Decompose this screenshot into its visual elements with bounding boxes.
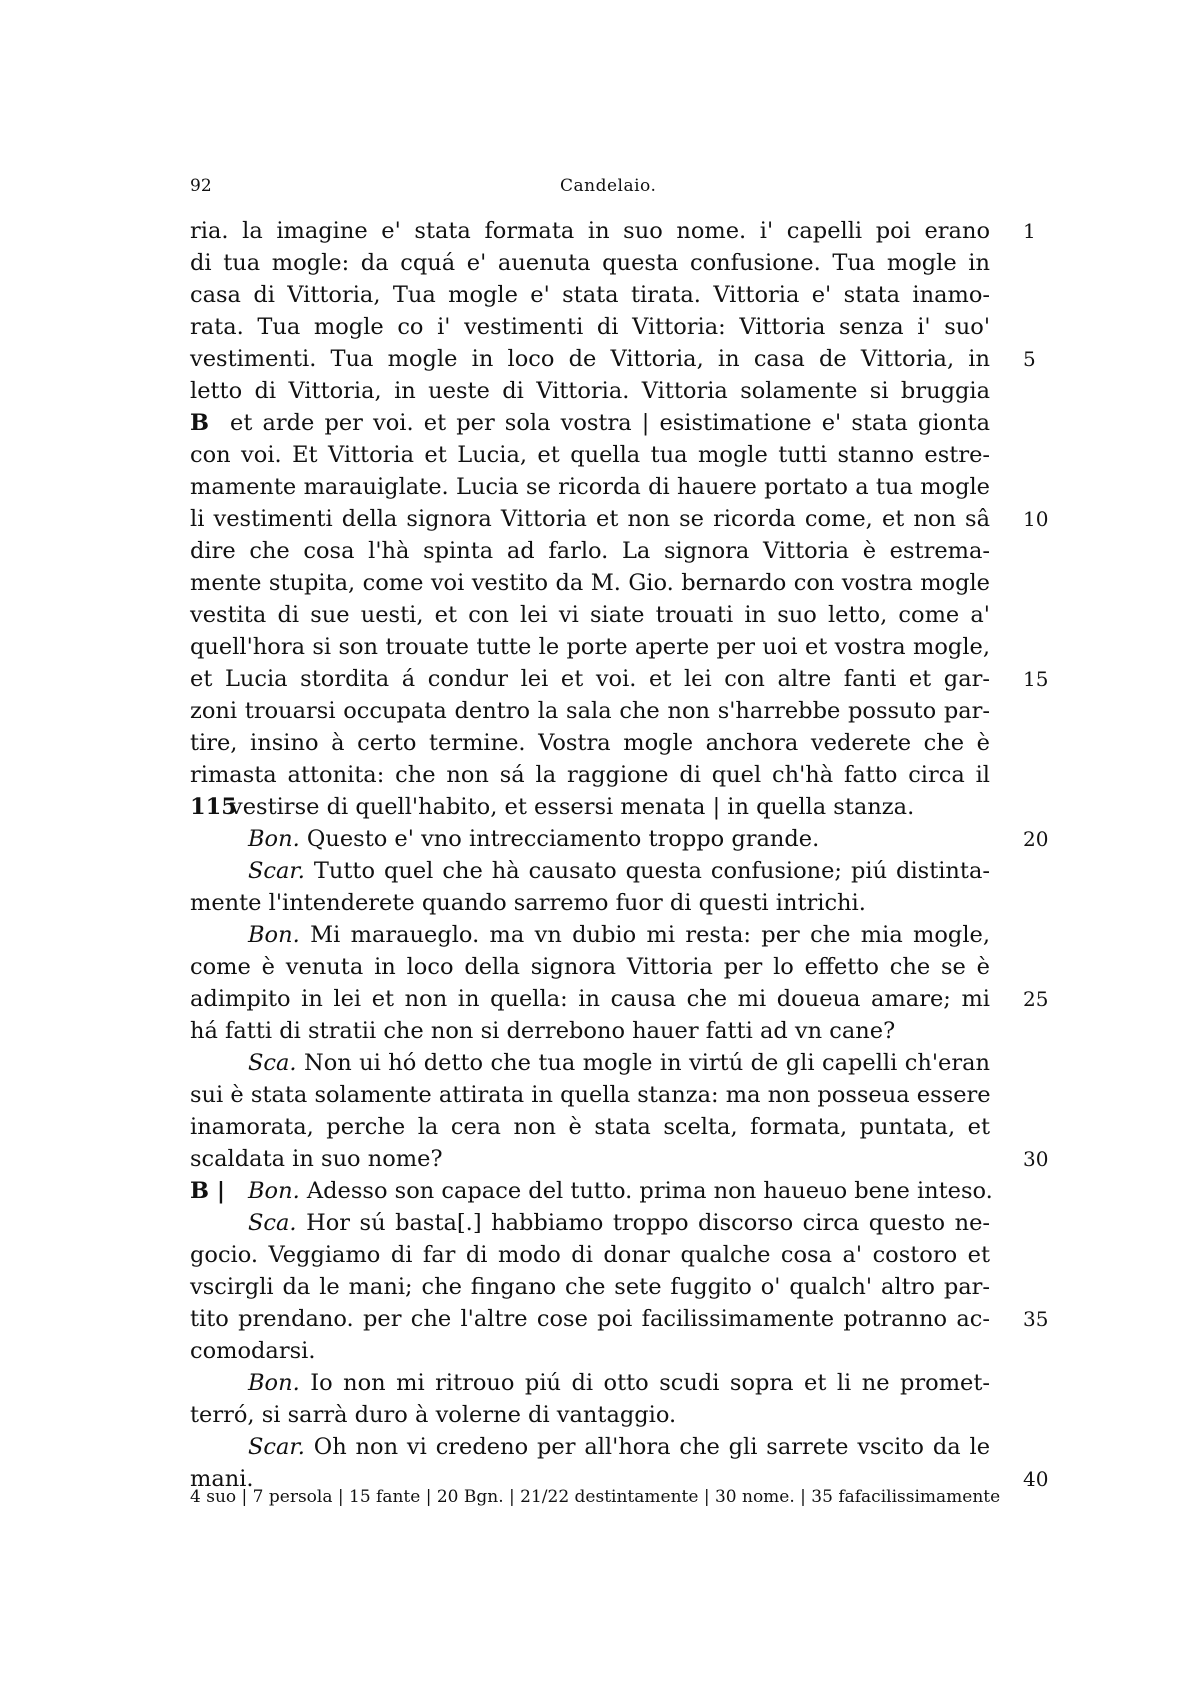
line-content: adimpito in lei et non in quella: in causa che mi doueua amare; mi [190,986,990,1012]
text-line [190,1431,990,1463]
line-text [190,759,990,791]
line-content: mente l'intenderete quando sarremo fuor di questi intrichi. [190,890,866,916]
text-line [190,1207,990,1239]
page-number: 92 [190,176,212,196]
text-line [190,503,1049,535]
footnotes: 4 suo | 7 persola | 15 fante | 20 Bgn. | 21/22 destintamente | 30 nome. | 35 fafacilissimamente [190,1487,1001,1507]
speaker-name: Sca. [248,1050,297,1076]
text-line [190,695,990,727]
speaker-name: Bon. [248,922,300,948]
line-text [190,215,990,247]
line-content: Io non mi ritrouo piú di otto scudi sopra et li ne promet- [310,1370,991,1396]
text-line [190,439,990,471]
line-text [190,1047,990,1079]
line-content: Questo e' vno intrecciamento troppo grande. [306,826,820,852]
left-margin-mark: B [190,410,210,436]
line-text [190,663,990,695]
line-content: há fatti di stratii che non si derrebono hauer fatti ad vn cane? [190,1018,896,1044]
line-content: vestimenti. Tua mogle in loco de Vittoria, in casa de Vittoria, in [190,346,990,372]
line-text [190,311,990,343]
speaker-name: Sca. [248,1210,297,1236]
line-number: 20 [1023,827,1049,851]
line-content: come è venuta in loco della signora Vittoria per lo effetto che se è [190,954,990,980]
text-line [190,727,990,759]
line-text [190,887,990,919]
line-text [190,1303,990,1335]
text-line [190,1399,990,1431]
text-line [190,1367,990,1399]
text-line [190,599,990,631]
line-content: Adesso son capace del tutto. prima non haueuo bene inteso. [306,1178,993,1204]
line-content: con voi. Et Vittoria et Lucia, et quella tua mogle tutti stanno estre- [190,442,990,468]
line-number: 40 [1023,1467,1049,1491]
text-line [190,1239,990,1271]
text-line [190,759,990,791]
text-line [190,1047,990,1079]
text-line [190,631,990,663]
text-line [190,407,990,439]
line-content: scaldata in suo nome? [190,1146,443,1172]
text-line [190,247,990,279]
line-text [190,279,990,311]
line-number: 25 [1023,987,1049,1011]
speaker-name: Scar. [248,858,305,884]
line-content: zoni trouarsi occupata dentro la sala che non s'harrebbe possuto par- [190,698,990,724]
line-text [190,1015,990,1047]
line-text [190,983,990,1015]
left-margin-mark: B | [190,1178,226,1204]
line-content: et Lucia stordita á condur lei et voi. et lei con altre fanti et gar- [190,666,990,692]
speaker-name: Bon. [248,826,300,852]
text-line [190,951,990,983]
line-text [190,343,990,375]
line-text [190,631,990,663]
text-line [190,1303,1049,1335]
line-content: dire che cosa l'hà spinta ad farlo. La signora Vittoria è estrema- [190,538,990,564]
text-line [190,919,990,951]
text-line [190,311,990,343]
line-content: inamorata, perche la cera non è stata scelta, formata, puntata, et [190,1114,990,1140]
line-content: di tua mogle: da cquá e' auenuta questa confusione. Tua mogle in [190,250,990,276]
text-line [190,279,990,311]
line-text [190,503,990,535]
line-number: 10 [1023,507,1049,531]
text-line [190,535,990,567]
text-line [190,983,1049,1015]
line-content: vestirse di quell'habito, et essersi menata | in quella stanza. [230,794,915,820]
speaker-name: Scar. [248,1434,305,1460]
text-line [190,791,990,823]
page-header [190,176,890,200]
line-content: casa di Vittoria, Tua mogle e' stata tirata. Vittoria e' stata inamo- [190,282,990,308]
line-content: tito prendano. per che l'altre cose poi facilissimamente potranno ac- [190,1306,990,1332]
text-line [190,1335,990,1367]
line-number: 35 [1023,1307,1049,1331]
line-content: vestita di sue uesti, et con lei vi siate trouati in suo letto, come a' [190,602,990,628]
line-text [190,1431,990,1463]
line-text [190,727,990,759]
line-content: sui è stata solamente attirata in quella stanza: ma non posseua essere [190,1082,991,1108]
line-text [190,1367,990,1399]
line-content: ria. la imagine e' stata formata in suo nome. i' capelli poi erano [190,218,990,244]
line-content: mente stupita, come voi vestito da M. Gio. bernardo con vostra mogle [190,570,990,596]
line-number: 5 [1023,347,1036,371]
line-text [190,1111,990,1143]
line-number: 30 [1023,1147,1049,1171]
line-content: mamente marauiglate. Lucia se ricorda di hauere portato a tua mogle [190,474,990,500]
line-content: quell'hora si son trouate tutte le porte aperte per uoi et vostra mogle, [190,634,990,660]
line-text [190,1143,990,1175]
left-margin-mark: 115 [190,794,237,820]
text-line [190,1111,990,1143]
text-line [190,1175,993,1207]
line-content: tire, insino à certo termine. Vostra mogle anchora vederete che è [190,730,990,756]
text-line [190,823,1049,855]
line-content: rata. Tua mogle co i' vestimenti di Vittoria: Vittoria senza i' suo' [190,314,990,340]
line-text [190,567,990,599]
line-text [190,1079,990,1111]
line-content: comodarsi. [190,1338,316,1364]
text-line [190,887,990,919]
line-number: 1 [1023,219,1036,243]
text-line [190,1079,990,1111]
line-text [190,1207,990,1239]
text-line [190,471,990,503]
text-line [190,1143,1049,1175]
line-content: vscirgli da le mani; che fingano che sete fuggito o' qualch' altro par- [190,1274,990,1300]
line-content: letto di Vittoria, in ueste di Vittoria. Vittoria solamente si bruggia [190,378,990,404]
line-text [190,791,990,823]
line-text [190,1271,990,1303]
text-line [190,375,990,407]
line-text [190,407,990,439]
line-content: rimasta attonita: che non sá la raggione di quel ch'hà fatto circa il [190,762,990,788]
line-text [190,951,990,983]
line-content: Oh non vi credeno per all'hora che gli sarrete vscito da le [313,1434,991,1460]
text-line [190,343,1036,375]
line-text [190,375,990,407]
line-content: et arde per voi. et per sola vostra | esistimatione e' stata gionta [230,410,990,436]
text-line [190,1271,990,1303]
text-line [190,215,1036,247]
line-content: Tutto quel che hà causato questa confusione; piú distinta- [313,858,990,884]
line-text [190,1399,990,1431]
line-text [190,1239,990,1271]
line-text [190,1335,990,1367]
line-content: Mi maraueglo. ma vn dubio mi resta: per che mia mogle, [310,922,991,948]
line-text [190,247,990,279]
line-text [190,471,990,503]
line-text [190,919,990,951]
speaker-name: Bon. [248,1178,300,1204]
line-text [190,535,990,567]
line-content: li vestimenti della signora Vittoria et non se ricorda come, et non sâ [190,506,990,532]
speaker-name: Bon. [248,1370,300,1396]
text-line [190,663,1049,695]
text-line [190,567,990,599]
text-line [190,855,990,887]
line-content: mani. [190,1466,254,1492]
line-number: 15 [1023,667,1049,691]
line-content: Hor sú basta[.] habbiamo troppo discorso circa questo ne- [306,1210,990,1236]
line-text [190,1175,993,1207]
text-body [190,215,1049,1495]
line-content: Non ui hó detto che tua mogle in virtú de gli capelli ch'eran [304,1050,990,1076]
line-text [190,823,990,855]
line-text [190,599,990,631]
line-text [190,855,990,887]
text-line [190,1015,990,1047]
line-text [190,439,990,471]
line-content: terró, si sarrà duro à volerne di vantaggio. [190,1402,677,1428]
running-title: Candelaio. [560,176,657,196]
line-text [190,695,990,727]
line-content: gocio. Veggiamo di far di modo di donar qualche cosa a' costoro et [190,1242,990,1268]
